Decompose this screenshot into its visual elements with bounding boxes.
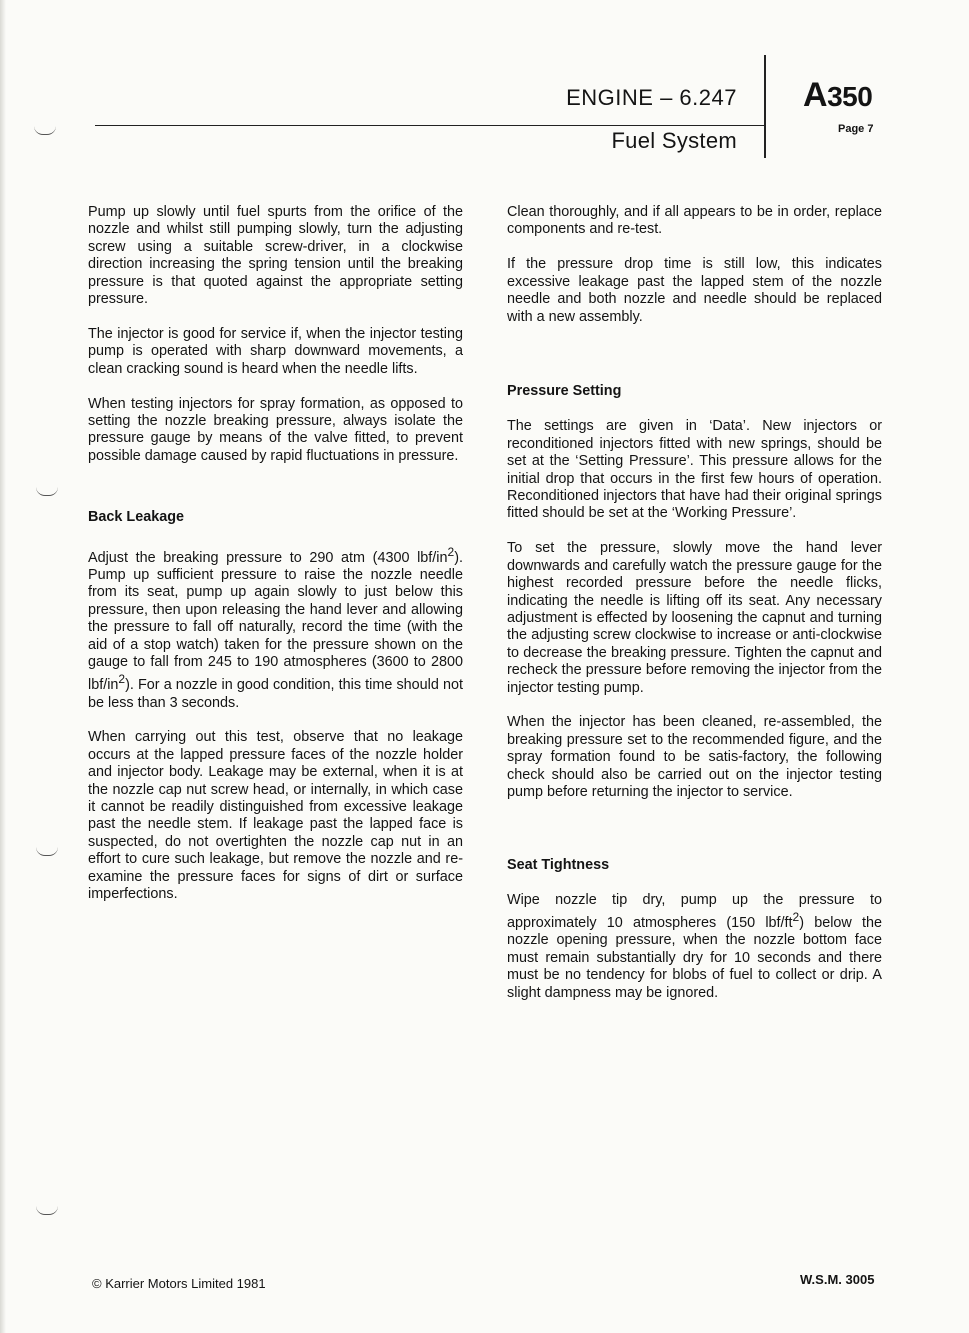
spacer <box>507 343 882 383</box>
paragraph: When carrying out this test, observe that no leakage occurs at the lapped pressure faces of the nozzle holder and injector body. Leakage may be external, when it is at the nozzle cap nut screw head, or internally, in which case it cannot be readily distinguished from excessive leakage past the needle stem. If leakage past the lapped face is suspected, do not overtighten the nozzle cap nut in an effort to cure such leakage, but remove the nozzle and re-examine the pressure faces for signs of dirt or surface imperfections. <box>88 729 463 903</box>
paragraph: The injector is good for service if, when the injector testing pump is operated with sharp downward movements, a clean cracking sound is heard when the needle lifts. <box>88 325 463 377</box>
paragraph: When the injector has been cleaned, re-assembled, the breaking pressure set to the recommended figure, and the spray formation found to be satis-factory, the following check should also be carried out on the injector testing pump before returning the injector to service. <box>507 714 882 801</box>
paragraph: When testing injectors for spray formation, as opposed to setting the nozzle breaking pressure, always isolate the pressure gauge by means of the valve fitted, to prevent possible damage caused by rapid fluctuations in pressure. <box>88 395 463 464</box>
heading-seat-tightness: Seat Tightness <box>507 856 610 873</box>
header-rule <box>95 125 765 126</box>
paragraph: Adjust the breaking pressure to 290 atm (4300 lbf/$in^2$). Pump up sufficient pressure to raise the nozzle needle from its seat, pump up again slowly to just below this pressure, then upon releasing the hand lever and allowing the pressure to fall off naturally, record the time (with the aid of a stop watch) taken for the pressure shown on the gauge to fall from 245 to 190 atmospheres (3600 to 2800 lbf/$in^2$). For a nozzle in good condition, this time should not be less than 3 seconds. <box>88 544 463 711</box>
right-column <box>507 204 882 1020</box>
section-title: Fuel System <box>611 128 737 153</box>
page-number: Page 7 <box>838 123 874 135</box>
binder-hole-mark <box>36 847 58 856</box>
manual-reference: W.S.M. 3005 <box>800 1272 875 1287</box>
binder-hole-mark <box>36 1206 58 1215</box>
document-code-letter: A <box>803 76 828 114</box>
heading-pressure-setting: Pressure Setting <box>507 383 622 400</box>
binder-hole-mark <box>34 126 56 135</box>
paragraph: Pump up slowly until fuel spurts from the orifice of the nozzle and whilst still pumping slowly, turn the adjusting screw using a suitable screw-driver, in a clockwise direction increasing the spring tension until the breaking pressure is that quoted against the appropriate setting pressure. <box>88 204 463 308</box>
left-column <box>88 204 463 921</box>
spacer <box>507 819 882 857</box>
copyright-notice: © Karrier Motors Limited 1981 <box>92 1276 266 1291</box>
header-divider <box>764 55 766 158</box>
spacer <box>88 483 463 509</box>
paragraph: Clean thoroughly, and if all appears to be in order, replace components and re-test. <box>507 204 882 238</box>
paragraph: If the pressure drop time is still low, this indicates excessive leakage past the lapped stem of the nozzle needle and both nozzle and needle should be replaced with a new assembly. <box>507 256 882 325</box>
binder-hole-mark <box>36 487 58 496</box>
paragraph: Wipe nozzle tip dry, pump up the pressure to approximately 10 atmospheres (150 lbf/$ft^2$) below the nozzle opening pressure, when the nozzle bottom face must remain substantially dry for 10 seconds and there must be no tendency for blobs of fuel to collect or drip. A slight dampness may be ignored. <box>507 891 882 1001</box>
page-title: ENGINE – 6.247 <box>566 85 737 110</box>
paragraph: To set the pressure, slowly move the hand lever downwards and carefully watch the pressure gauge for the highest recorded pressure before the needle flicks, indicating the needle is lifting off its seat. Any necessary adjustment is effected by loosening the capnut and turning the adjusting screw clockwise to increase or anti-clockwise to decrease the breaking pressure. Tighten the capnut and recheck the pressure before removing the injector from the injector testing pump. <box>507 540 882 696</box>
document-code <box>803 76 872 115</box>
document-code-number: 350 <box>827 81 873 112</box>
heading-back-leakage: Back Leakage <box>88 508 184 525</box>
paragraph: The settings are given in ‘Data’. New injectors or reconditioned injectors fitted with new springs, should be set at the ‘Setting Pressure’. This pressure allows for the initial drop that occurs in the first few hours of operation. Reconditioned injectors that have had their original springs fitted should be set at the ‘Working Pressure’. <box>507 418 882 522</box>
scan-edge-shadow <box>0 0 6 1333</box>
